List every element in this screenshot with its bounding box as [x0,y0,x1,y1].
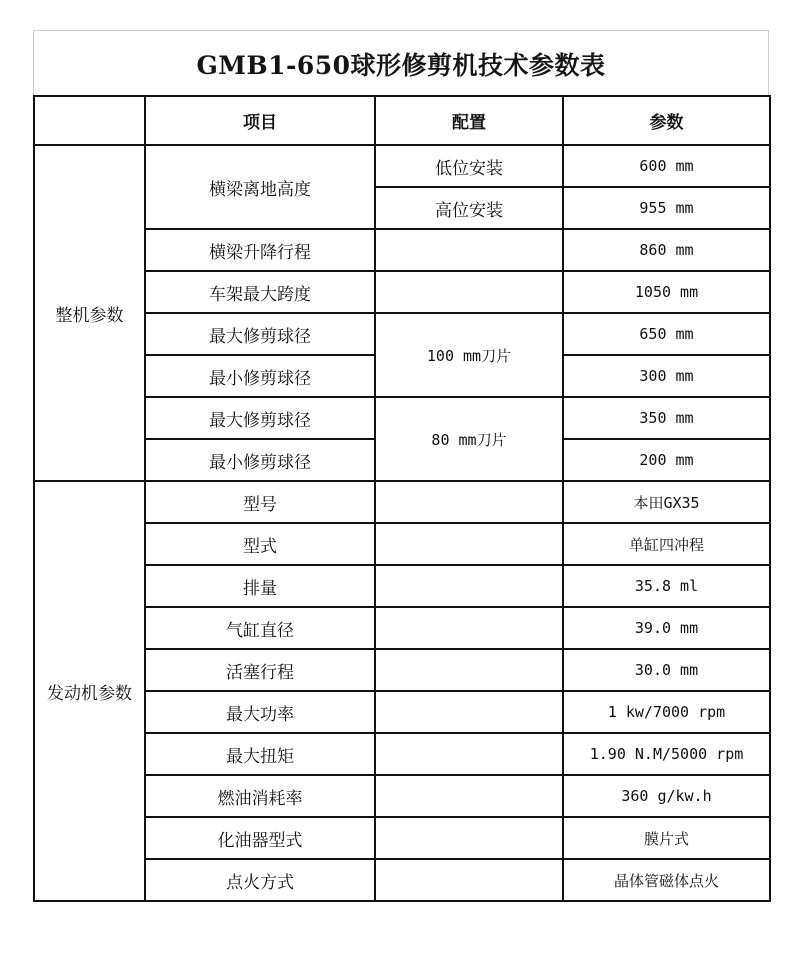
config-cell [375,607,563,649]
item-cell: 最小修剪球径 [145,355,375,397]
header-config: 配置 [375,96,563,145]
config-cell: 100 mm刀片 [375,313,563,397]
value-cell: 晶体管磁体点火 [563,859,770,901]
item-cell: 型号 [145,481,375,523]
table-row [34,817,770,859]
group-cell: 发动机参数 [34,481,145,901]
table-row [34,691,770,733]
table-row [34,397,770,439]
config-cell [375,691,563,733]
table-row [34,859,770,901]
config-cell [375,229,563,271]
item-cell: 化油器型式 [145,817,375,859]
config-cell [375,523,563,565]
config-cell [375,565,563,607]
header-group [34,96,145,145]
value-cell: 本田GX35 [563,481,770,523]
table-title: GMB1-650球形修剪机技术参数表 [196,50,606,80]
table-row [34,733,770,775]
value-cell: 360 g/kw.h [563,775,770,817]
item-cell: 点火方式 [145,859,375,901]
table-row [34,565,770,607]
table-row [34,481,770,523]
value-cell: 单缸四冲程 [563,523,770,565]
item-cell: 最大功率 [145,691,375,733]
spec-table [33,95,771,902]
config-cell [375,481,563,523]
item-cell: 最小修剪球径 [145,439,375,481]
value-cell: 膜片式 [563,817,770,859]
config-cell [375,775,563,817]
config-cell [375,649,563,691]
value-cell: 30.0 mm [563,649,770,691]
value-cell: 350 mm [563,397,770,439]
item-cell: 横梁离地高度 [145,145,375,229]
item-cell: 燃油消耗率 [145,775,375,817]
item-cell: 活塞行程 [145,649,375,691]
table-row [34,775,770,817]
config-cell: 80 mm刀片 [375,397,563,481]
value-cell: 650 mm [563,313,770,355]
config-cell [375,733,563,775]
item-cell: 气缸直径 [145,607,375,649]
item-cell: 排量 [145,565,375,607]
config-cell [375,817,563,859]
item-cell: 横梁升降行程 [145,229,375,271]
value-cell: 35.8 ml [563,565,770,607]
item-cell: 最大修剪球径 [145,397,375,439]
value-cell: 1050 mm [563,271,770,313]
config-cell: 低位安装 [375,145,563,187]
config-cell [375,859,563,901]
item-cell: 车架最大跨度 [145,271,375,313]
header-value: 参数 [563,96,770,145]
group-cell: 整机参数 [34,145,145,481]
title-row [33,30,769,96]
item-cell: 最大修剪球径 [145,313,375,355]
table-row [34,313,770,355]
value-cell: 1.90 N.M/5000 rpm [563,733,770,775]
table-row [34,229,770,271]
config-cell: 高位安装 [375,187,563,229]
header-row [34,96,770,145]
table-row [34,649,770,691]
value-cell: 955 mm [563,187,770,229]
value-cell: 300 mm [563,355,770,397]
value-cell: 860 mm [563,229,770,271]
table-row [34,145,770,187]
table-row [34,271,770,313]
value-cell: 600 mm [563,145,770,187]
table-row [34,523,770,565]
value-cell: 200 mm [563,439,770,481]
item-cell: 最大扭矩 [145,733,375,775]
value-cell: 1 kw/7000 rpm [563,691,770,733]
config-cell [375,271,563,313]
item-cell: 型式 [145,523,375,565]
header-item: 项目 [145,96,375,145]
table-row [34,607,770,649]
value-cell: 39.0 mm [563,607,770,649]
